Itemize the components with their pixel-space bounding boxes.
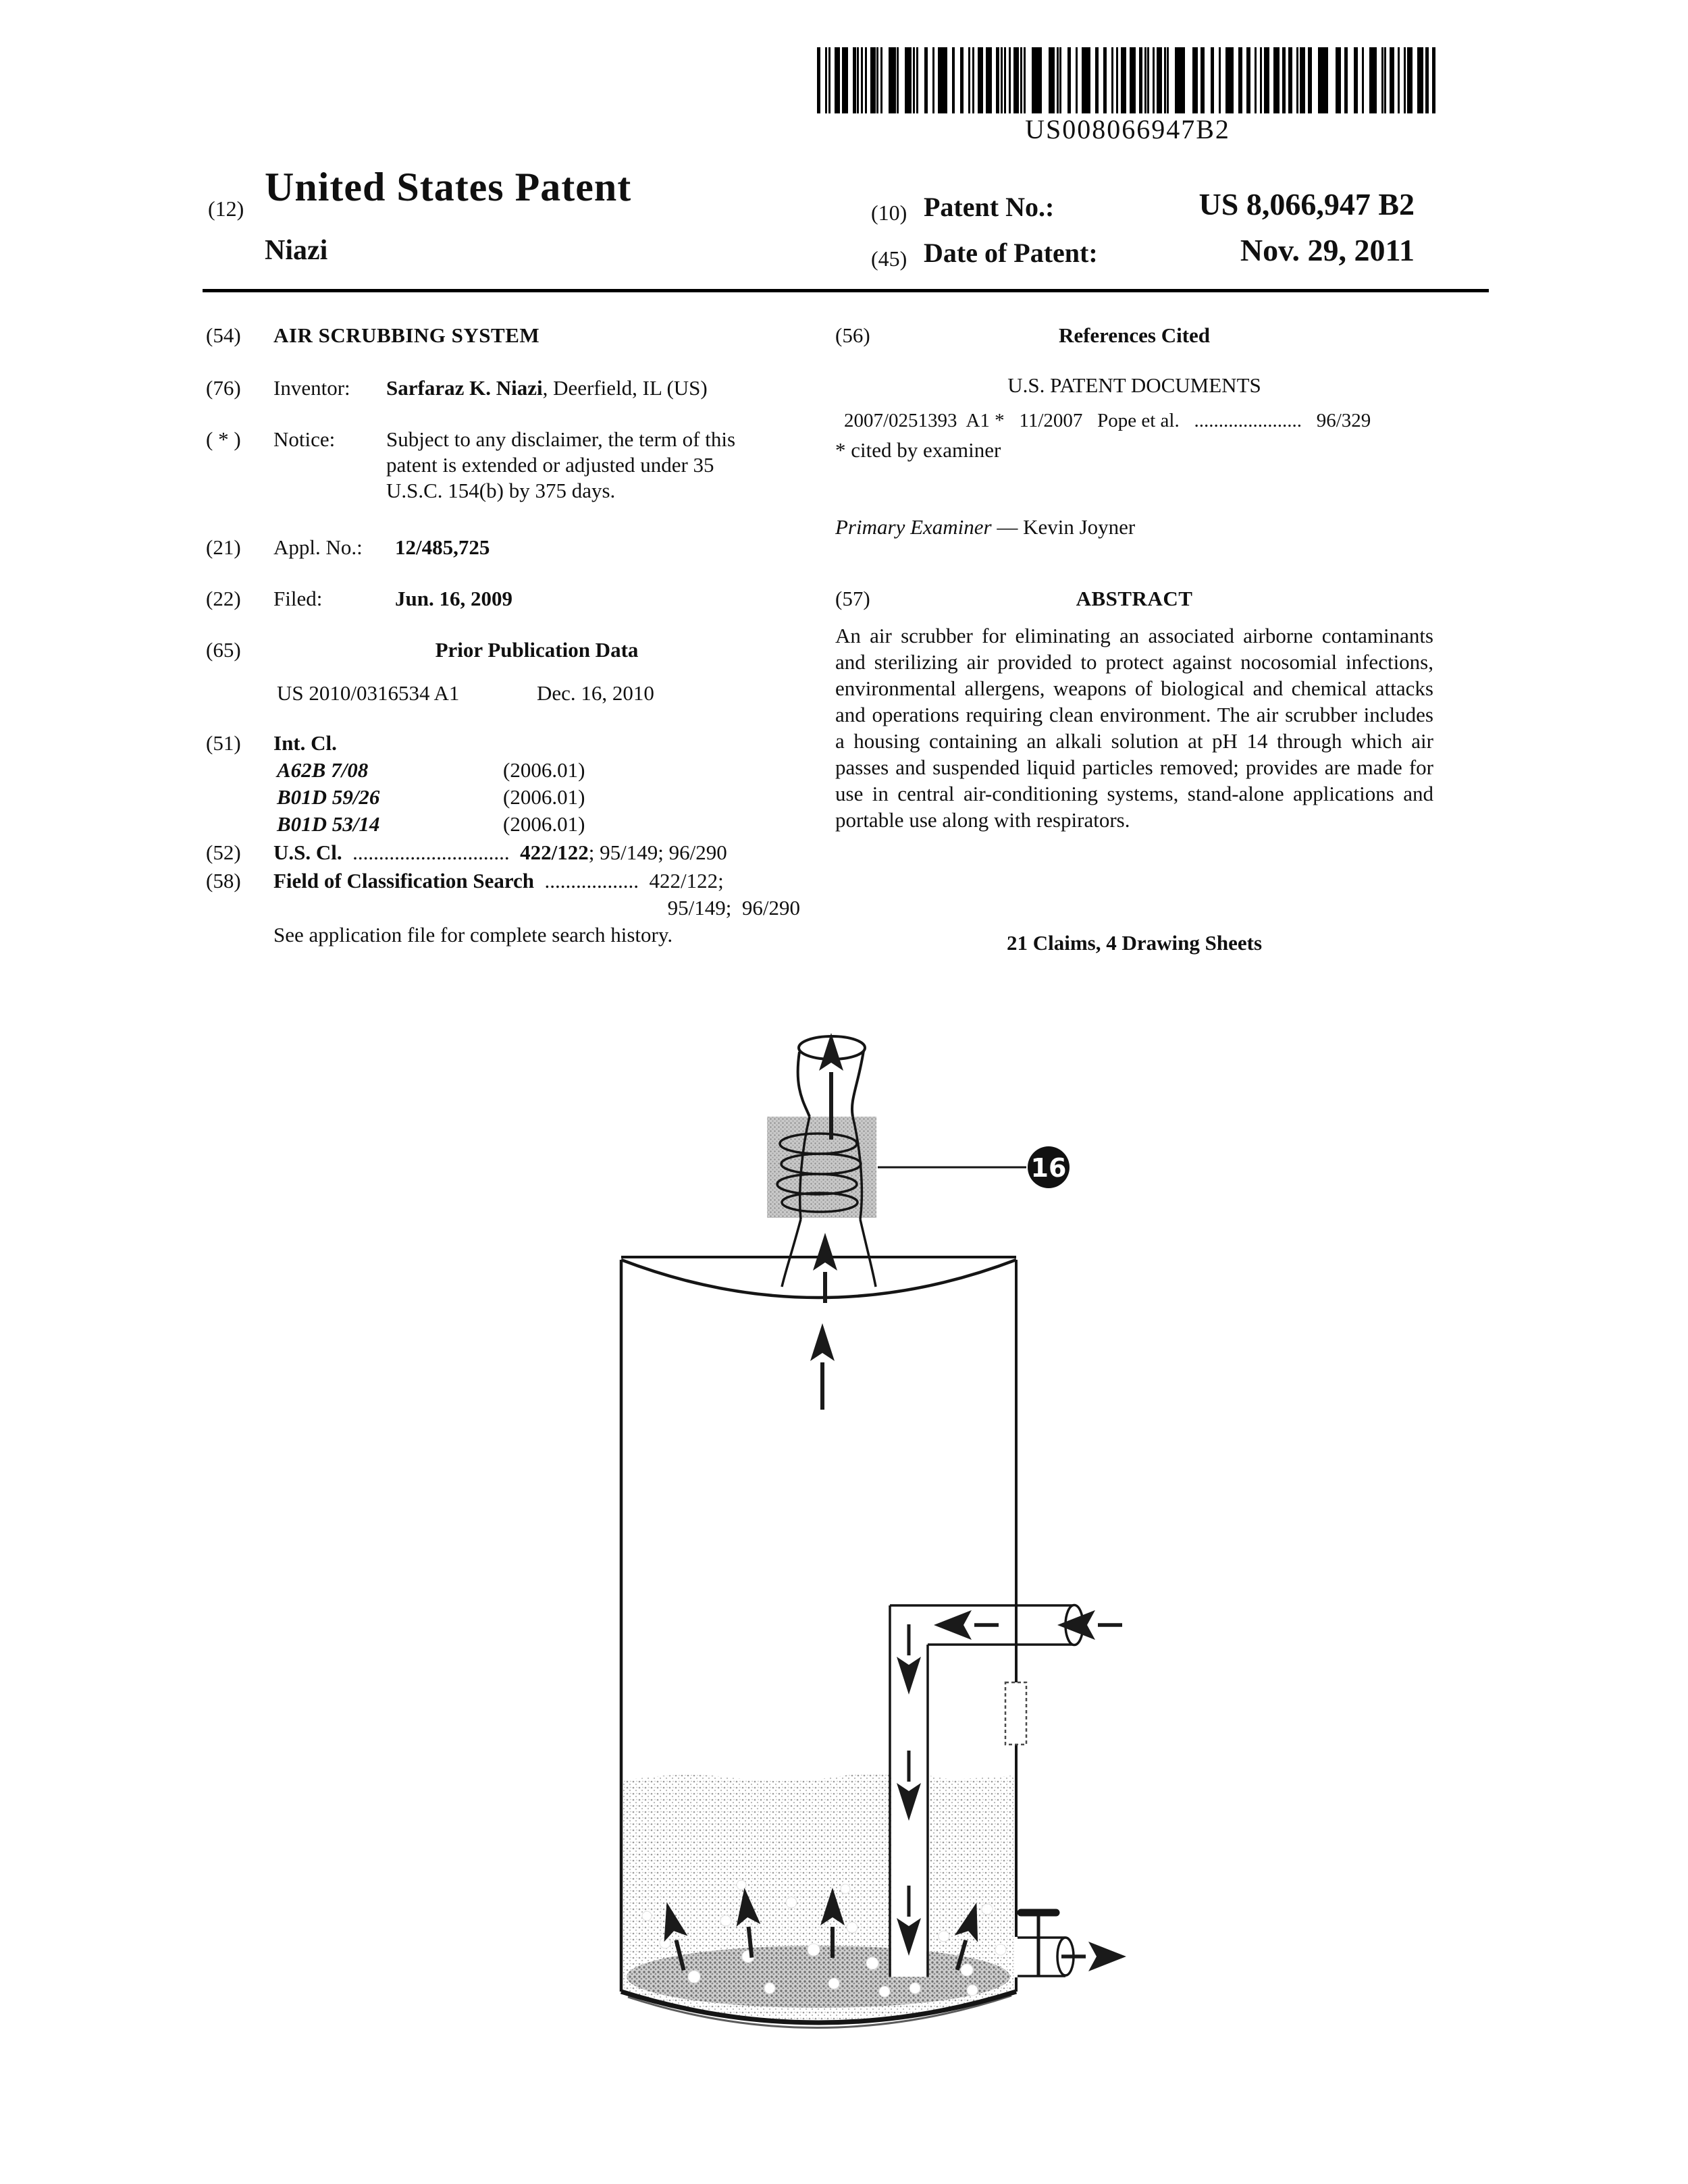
date-of-patent-label: Date of Patent: [924, 238, 1098, 268]
prior-pub-num: (65) [206, 638, 241, 662]
uscl-rest: ; 95/149; 96/290 [588, 841, 727, 864]
notice-line-1: Subject to any disclaimer, the term of this [386, 427, 736, 451]
filed-value: Jun. 16, 2009 [395, 587, 512, 610]
field-line [273, 868, 724, 894]
intcl-year-2: (2006.01) [503, 785, 585, 809]
title-num: (54) [206, 323, 241, 347]
intcl-year-1: (2006.01) [503, 758, 585, 782]
inventor-name: Sarfaraz K. Niazi [386, 376, 543, 400]
examiner-line [835, 514, 1135, 540]
sediment-band [627, 1946, 1010, 2008]
notice-line-3: U.S.C. 154(b) by 375 days. [386, 479, 616, 502]
appl-value: 12/485,725 [395, 535, 490, 559]
uscl-num: (52) [206, 841, 241, 864]
abstract-text: An air scrubber for eliminating an associated airborne contaminants and sterilizing air provided to protect against nocosomial infections, environmental allergens, weapons of biological and chemical attacks and operations requiring clean environment. The air scrubber includes a housing containing an alkali solution at pH 14 through which air passes and suspended liquid particles removed; provides are made for use in central air-conditioning systems, stand-alone applications and portable use along with respirators. [835, 624, 1433, 832]
inventor-num: (76) [206, 376, 241, 400]
headspace-flow-arrow-icon [810, 1323, 835, 1393]
intcl-year-3: (2006.01) [503, 812, 585, 836]
filed-label: Filed: [273, 587, 323, 610]
header-divider [203, 289, 1489, 292]
barcode-image [817, 47, 1438, 113]
field-value-2: 95/149; 96/290 [667, 896, 800, 920]
abstract-title: ABSTRACT [1076, 587, 1193, 610]
barcode-number: US008066947B2 [1025, 114, 1230, 144]
field-value-1: 422/122; [649, 869, 724, 893]
uscl-line [273, 840, 727, 865]
filed-num: (22) [206, 587, 241, 610]
examiner-label: Primary Examiner [835, 515, 992, 539]
inventor-label: Inventor: [273, 376, 350, 400]
appl-num: (21) [206, 535, 241, 559]
drain-valve [1018, 1913, 1074, 1976]
wall-fitting [1005, 1682, 1026, 1744]
prior-pub-number: US 2010/0316534 A1 [277, 681, 460, 705]
page-title: United States Patent [265, 165, 632, 209]
us-docs-title: U.S. PATENT DOCUMENTS [1007, 373, 1261, 397]
ref-16-label: 16 [1030, 1153, 1067, 1183]
intcl-code-2: B01D 59/26 [277, 785, 380, 809]
field-note: See application file for complete search history. [273, 923, 673, 947]
appl-label: Appl. No.: [273, 535, 363, 559]
prior-pub-date: Dec. 16, 2010 [537, 681, 654, 705]
field-dots: .................. [534, 869, 650, 893]
inventor-rest: , Deerfield, IL (US) [542, 376, 708, 400]
notice-num: ( * ) [206, 427, 241, 451]
abstract-num: (57) [835, 587, 870, 610]
patent-no-label: Patent No.: [924, 192, 1055, 222]
uscl-dots: .............................. [342, 841, 521, 864]
intcl-label: Int. Cl. [273, 731, 337, 755]
prior-pub-title: Prior Publication Data [435, 638, 639, 662]
inlet-flow-arrow-icon [934, 1610, 999, 1640]
notice-line-2: patent is extended or adjusted under 35 [386, 453, 714, 477]
intcl-code-3: B01D 53/14 [277, 812, 380, 836]
intcl-code-1: A62B 7/08 [277, 758, 369, 782]
claims-line: 21 Claims, 4 Drawing Sheets [1006, 931, 1263, 955]
funnel-flow-arrow-icon [813, 1233, 837, 1303]
date-of-patent-value: Nov. 29, 2011 [1240, 233, 1415, 267]
uscl-main-class: 422/122 [520, 841, 589, 864]
invention-title: AIR SCRUBBING SYSTEM [273, 323, 540, 347]
patent-no-value: US 8,066,947 B2 [1198, 187, 1415, 221]
refs-num: (56) [835, 323, 870, 347]
field-label: Field of Classification Search [273, 869, 535, 893]
date-of-patent-num: (45) [871, 246, 907, 271]
alkali-solution-liquid [623, 1773, 1015, 2020]
figure-drawing [574, 992, 1182, 2086]
reference-entry: 2007/0251393 A1 * 11/2007 Pope et al. ...................... 96/329 [844, 410, 1371, 431]
patent-no-num: (10) [871, 201, 907, 225]
uscl-label: U.S. Cl. [273, 841, 342, 864]
examiner-name: — Kevin Joyner [991, 515, 1136, 539]
notice-label: Notice: [273, 427, 336, 451]
refs-title: References Cited [1058, 323, 1211, 347]
intcl-num: (51) [206, 731, 241, 755]
cited-by-examiner-note: * cited by examiner [835, 438, 1001, 462]
inventor-line [386, 375, 708, 401]
field-num: (58) [206, 869, 241, 893]
kind-code-num: (12) [208, 196, 244, 221]
inventor-surname: Niazi [265, 235, 328, 266]
